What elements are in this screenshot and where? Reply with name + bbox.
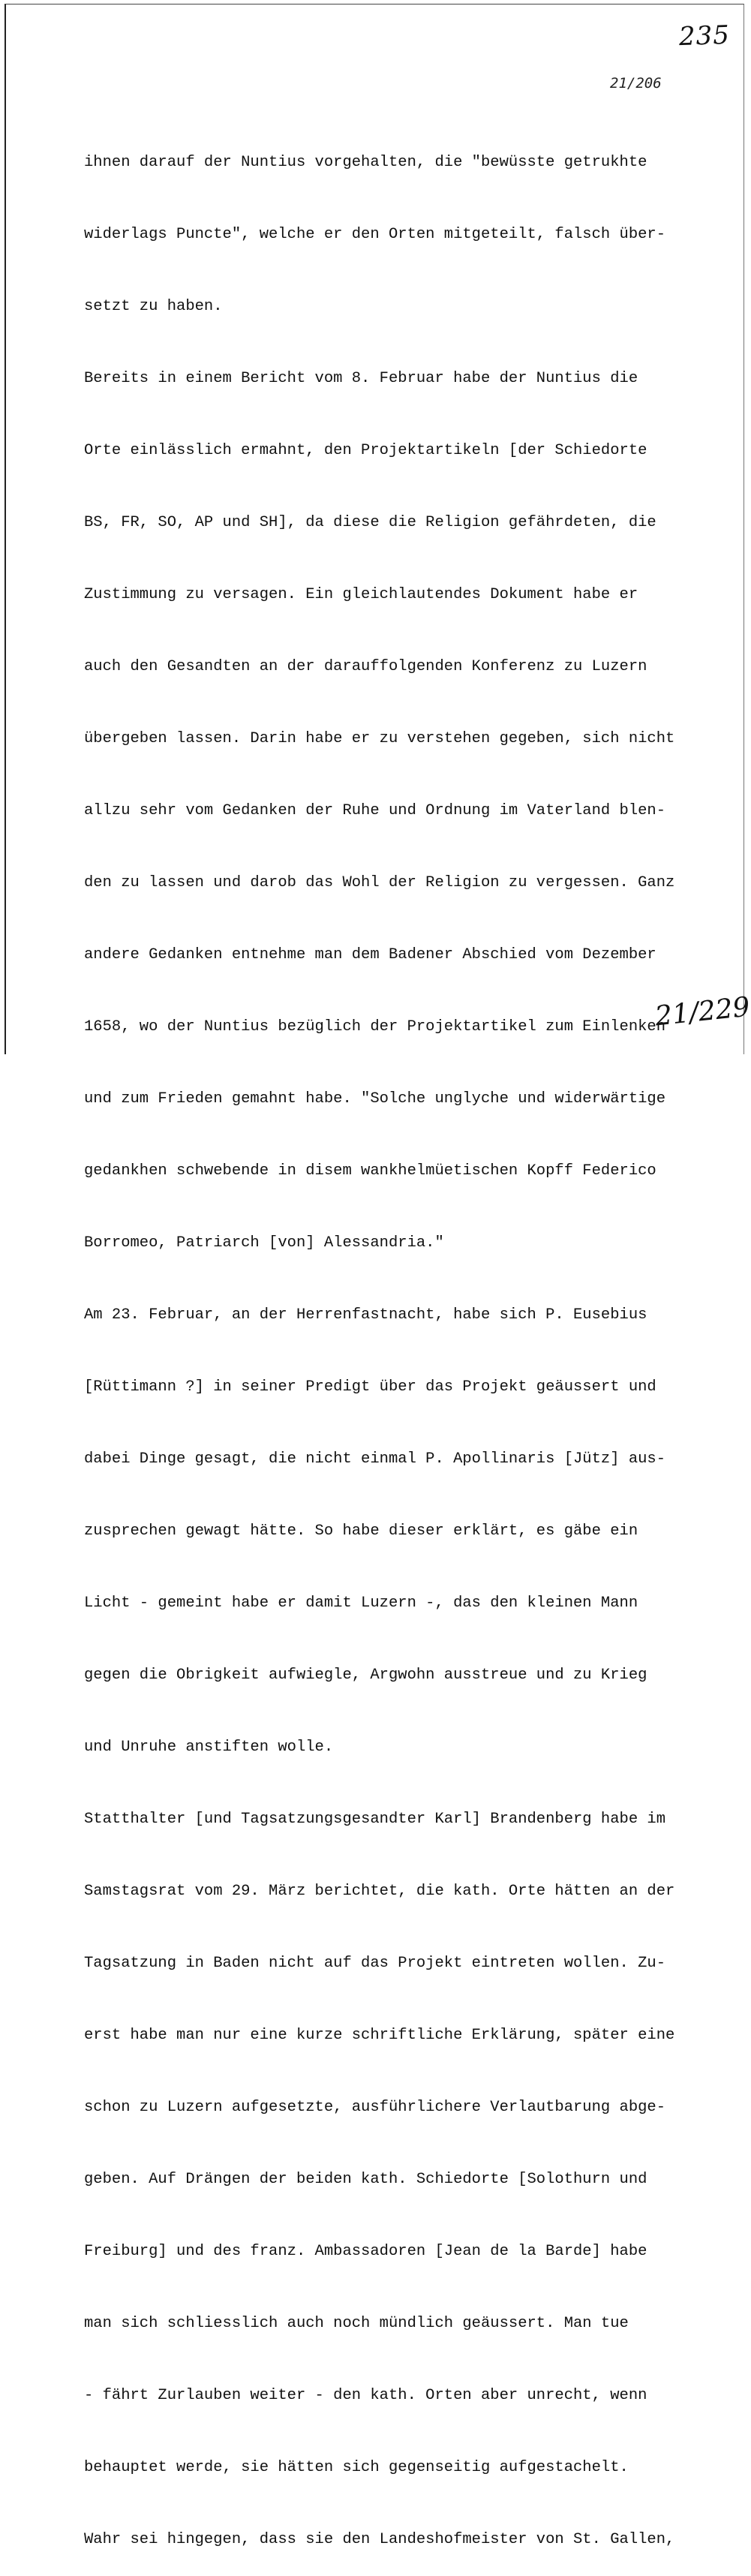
text-line: 1658, wo der Nuntius bezüglich der Projektartikel zum Einlenken: [84, 1018, 666, 1036]
text-line: allzu sehr vom Gedanken der Ruhe und Ordnung im Vaterland blen-: [84, 802, 666, 819]
text-line: Zustimmung zu versagen. Ein gleichlautendes Dokument habe er: [84, 586, 638, 603]
text-line: Licht - gemeint habe er damit Luzern -, das den kleinen Mann: [84, 1595, 638, 1612]
text-line: Freiburg] und des franz. Ambassadoren [Jean de la Barde] habe: [84, 2243, 647, 2260]
text-line: behauptet werde, sie hätten sich gegenseitig aufgestachelt.: [84, 2459, 629, 2476]
text-line: Borromeo, Patriarch [von] Alessandria.": [84, 1234, 444, 1252]
text-line: BS, FR, SO, AP und SH], da diese die Religion gefährdeten, die: [84, 514, 656, 531]
text-line: Bereits in einem Bericht vom 8. Februar habe der Nuntius die: [84, 370, 638, 387]
text-line: widerlags Puncte", welche er den Orten mitgeteilt, falsch über-: [84, 226, 666, 243]
text-line: Tagsatzung in Baden nicht auf das Projekt eintreten wollen. Zu-: [84, 1955, 666, 1972]
text-line: Am 23. Februar, an der Herrenfastnacht, habe sich P. Eusebius: [84, 1306, 647, 1324]
text-line: Statthalter [und Tagsatzungsgesandter Karl] Brandenberg habe im: [84, 1811, 666, 1828]
text-line: auch den Gesandten an der darauffolgenden Konferenz zu Luzern: [84, 658, 647, 675]
text-line: setzt zu haben.: [84, 298, 223, 315]
text-line: - fährt Zurlauben weiter - den kath. Orten aber unrecht, wenn: [84, 2387, 647, 2404]
handwritten-folio-number: 235: [678, 20, 731, 53]
text-line: schon zu Luzern aufgesetzte, ausführlichere Verlautbarung abge-: [84, 2099, 666, 2116]
page-reference: 21/206: [610, 75, 662, 92]
text-line: den zu lassen und darob das Wohl der Religion zu vergessen. Ganz: [84, 874, 675, 891]
text-line: und zum Frieden gemahnt habe. "Solche unglyche und widerwärtige: [84, 1090, 666, 1108]
text-line: gegen die Obrigkeit aufwiegle, Argwohn ausstreue und zu Krieg: [84, 1667, 647, 1684]
text-line: Orte einlässlich ermahnt, den Projektartikeln [der Schiedorte: [84, 442, 647, 459]
text-line: erst habe man nur eine kurze schriftliche Erklärung, später eine: [84, 2027, 675, 2044]
text-line: übergeben lassen. Darin habe er zu verstehen gegeben, sich nicht: [84, 730, 675, 747]
text-line: man sich schliesslich auch noch mündlich geäussert. Man tue: [84, 2315, 629, 2332]
body-text: [84, 103, 677, 2576]
text-line: zusprechen gewagt hätte. So habe dieser erklärt, es gäbe ein: [84, 1522, 638, 1540]
text-line: andere Gedanken entnehme man dem Badener Abschied vom Dezember: [84, 946, 656, 963]
text-line: Wahr sei hingegen, dass sie den Landeshofmeister von St. Gallen,: [84, 2531, 675, 2548]
handwritten-archive-number: 21/229: [653, 991, 751, 1033]
text-line: Samstagsrat vom 29. März berichtet, die kath. Orte hätten an der: [84, 1883, 675, 1900]
text-line: [Rüttimann ?] in seiner Predigt über das Projekt geäussert und: [84, 1378, 656, 1396]
text-line: ihnen darauf der Nuntius vorgehalten, die "bewüsste getrukhte: [84, 154, 647, 171]
text-line: dabei Dinge gesagt, die nicht einmal P. Apollinaris [Jütz] aus-: [84, 1450, 666, 1468]
text-line: geben. Auf Drängen der beiden kath. Schiedorte [Solothurn und: [84, 2171, 647, 2188]
text-line: und Unruhe anstiften wolle.: [84, 1739, 334, 1756]
text-line: gedankhen schwebende in disem wankhelmüetischen Kopff Federico: [84, 1162, 656, 1180]
